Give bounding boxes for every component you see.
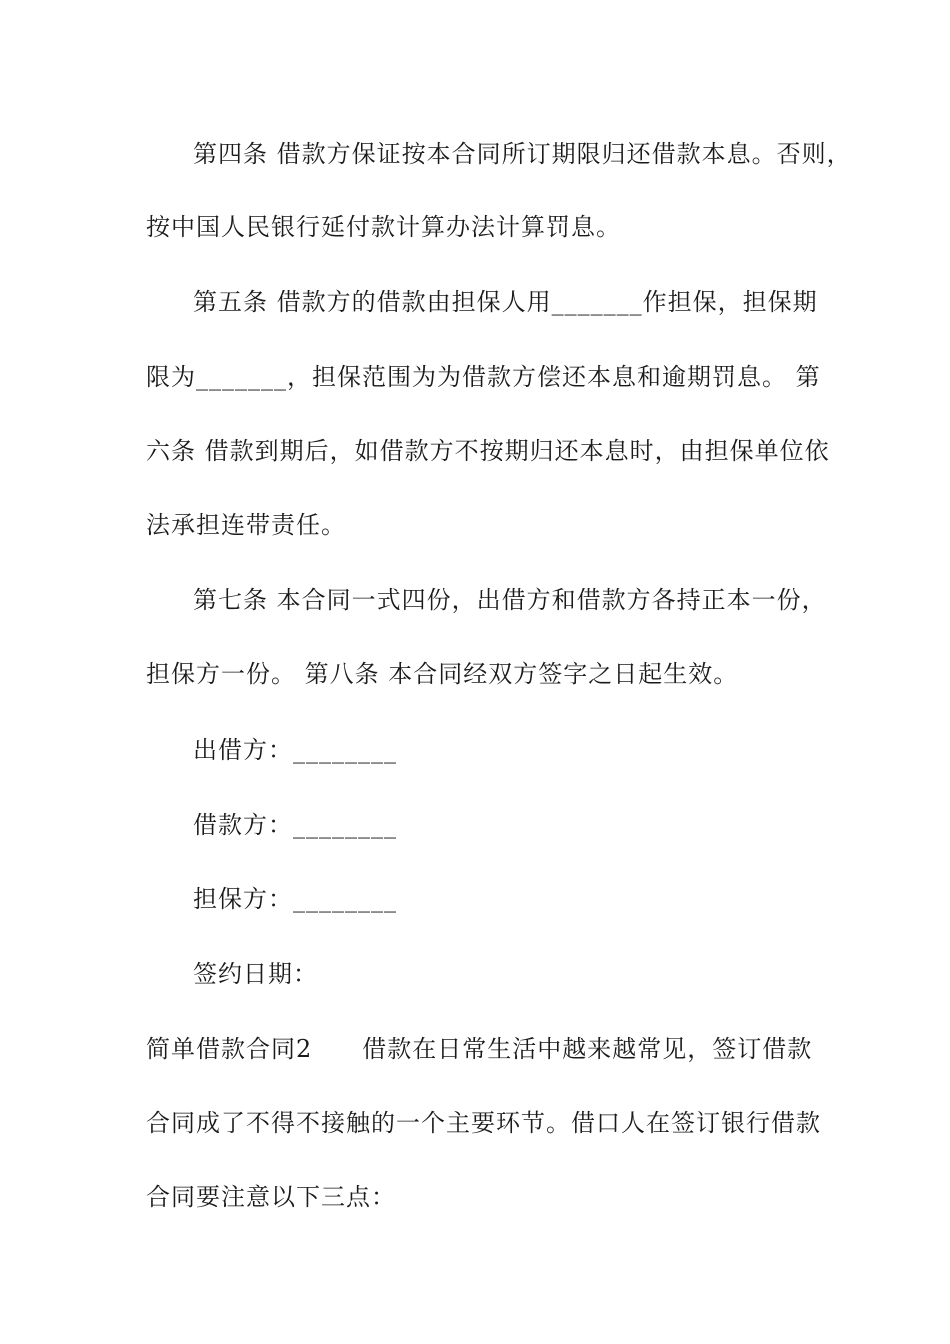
signature-lender: 出借方：________: [193, 736, 397, 764]
paragraph-article-6-line-1: 六条 借款到期后，如借款方不按期归还本息时，由担保单位依: [146, 437, 830, 465]
signature-borrower: 借款方：________: [193, 811, 397, 839]
paragraph-article-4-line-2: 按中国人民银行延付款计算办法计算罚息。: [146, 213, 621, 241]
signature-guarantor: 担保方：________: [193, 885, 397, 913]
section-2-line-2: 合同成了不得不接触的一个主要环节。借口人在签订银行借款: [146, 1109, 821, 1137]
signing-date: 签约日期：: [193, 960, 318, 988]
paragraph-article-7-line-1: 第七条 本合同一式四份，出借方和借款方各持正本一份，: [193, 586, 827, 614]
paragraph-article-5-line-1: 第五条 借款方的借款由担保人用_______作担保，担保期: [193, 288, 818, 316]
section-2-line-3: 合同要注意以下三点：: [146, 1183, 396, 1211]
section-2-line-1: 简单借款合同2 借款在日常生活中越来越常见，签订借款: [146, 1035, 813, 1063]
paragraph-article-4-line-1: 第四条 借款方保证按本合同所订期限归还借款本息。否则，: [193, 140, 852, 168]
paragraph-article-6-line-2: 法承担连带责任。: [146, 511, 346, 539]
paragraph-article-5-line-2: 限为_______，担保范围为为借款方偿还本息和逾期罚息。 第: [146, 363, 821, 391]
paragraph-article-7-line-2: 担保方一份。 第八条 本合同经双方签字之日起生效。: [146, 660, 739, 688]
